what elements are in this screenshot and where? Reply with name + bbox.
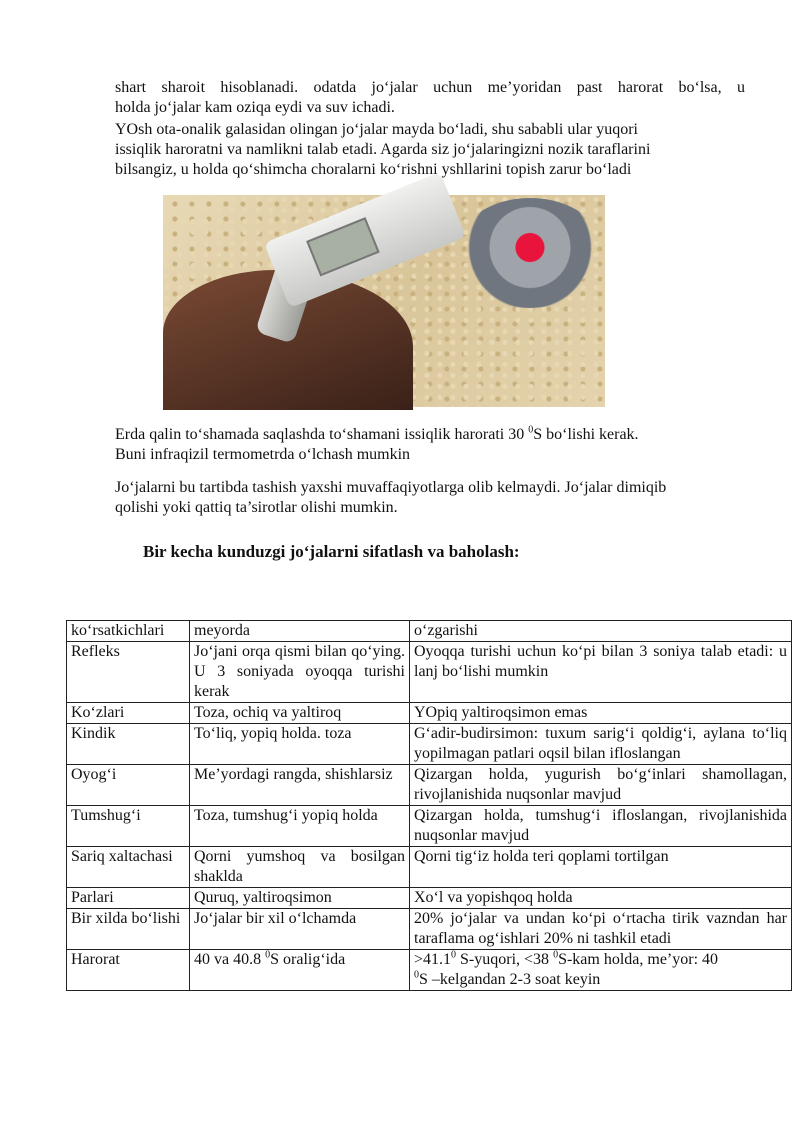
row-normal: Jo‘jalar bir xil o‘lchamda (190, 909, 410, 950)
transport-line-2: qolishi yoki qattiq ta’sirotlar olishi mumkin. (115, 499, 398, 516)
caption-line-2: Buni infraqizil termometrda o‘lchash mumkin (115, 446, 411, 463)
row-normal: Qorni yumshoq va bosilgan shaklda (190, 847, 410, 888)
header-indicator: ko‘rsatkichlari (67, 621, 190, 642)
row-change: Qizargan holda, tumshug‘i ifloslangan, rivojlanishida nuqsonlar mavjud (410, 806, 792, 847)
degree-sup: 0 (528, 424, 534, 436)
table-row (67, 909, 792, 950)
degree-sup: 0 (265, 949, 271, 961)
evaluation-table (66, 620, 792, 991)
row-normal (190, 950, 410, 991)
degree-sup: 0 (414, 969, 419, 981)
row-change: Qorni tig‘iz holda teri qoplami tortilgan (410, 847, 792, 888)
row-change: YOpiq yaltiroqsimon emas (410, 703, 792, 724)
row-change (410, 950, 792, 991)
row-normal: Toza, ochiq va yaltiroq (190, 703, 410, 724)
row-indicator: Ko‘zlari (67, 703, 190, 724)
row-normal: Me’yordagi rangda, shishlarsiz (190, 765, 410, 806)
caption-line-1 (115, 425, 745, 445)
row-indicator: Sariq xaltachasi (67, 847, 190, 888)
row-normal: Quruq, yaltiroqsimon (190, 888, 410, 909)
row-indicator: Bir xilda bo‘lishi (67, 909, 190, 950)
table-row (67, 703, 792, 724)
caption-text-b: S bo‘lishi kerak. (533, 426, 639, 443)
row-indicator: Tumshug‘i (67, 806, 190, 847)
row-normal: Toza, tumshug‘i yopiq holda (190, 806, 410, 847)
temp-normal-b: S oralig‘ida (270, 951, 346, 968)
transport-line-1: Jo‘jalarni bu tartibda tashish yaxshi muvaffaqiyotlarga olib kelmaydi. Jo‘jalar dimiqib (115, 479, 667, 496)
row-normal: To‘liq, yopiq holda. toza (190, 724, 410, 765)
caption-text-a: Erda qalin to‘shamada saqlashda to‘shamani issiqlik harorati 30 (115, 426, 529, 443)
row-change: Xo‘l va yopishqoq holda (410, 888, 792, 909)
table-row (67, 724, 792, 765)
laser-target-spot (455, 198, 605, 308)
temp-change-d: S –kelgandan 2-3 soat keyin (419, 971, 601, 988)
temp-change-b: S-yuqori, <38 (456, 951, 554, 968)
table-row (67, 806, 792, 847)
row-change: G‘adir-budirsimon: tuxum sarig‘i qoldig‘i, aylana to‘liq yopilmagan patlari oqsil bilan ifloslangan (410, 724, 792, 765)
table-row (67, 847, 792, 888)
temp-normal-a: 40 va 40.8 (194, 951, 266, 968)
header-normal: meyorda (190, 621, 410, 642)
table-row (67, 765, 792, 806)
temp-change-c: S-kam holda, me’yor: 40 (558, 951, 719, 968)
table-row (67, 642, 792, 703)
table-header-row (67, 621, 792, 642)
row-indicator: Parlari (67, 888, 190, 909)
thermometer-screen (306, 217, 380, 276)
header-change: o‘zgarishi (410, 621, 792, 642)
row-indicator: Refleks (67, 642, 190, 703)
row-indicator: Kindik (67, 724, 190, 765)
intro-line-1: shart sharoit hisoblanadi. odatda jo‘jalar uchun me’yoridan past harorat bo‘lsa, u (115, 79, 745, 96)
intro-line-3: YOsh ota-onalik galasidan olingan jo‘jalar mayda bo‘ladi, shu sababli ular yuqori (115, 121, 638, 138)
intro-line-2: holda jo‘jalar kam oziqa eydi va suv ichadi. (115, 99, 395, 116)
row-change: Qizargan holda, yugurish bo‘g‘inlari shamollagan, rivojlanishida nuqsonlar mavjud (410, 765, 792, 806)
degree-sup: 0 (553, 949, 559, 961)
row-change: Oyoqqa turishi uchun ko‘pi bilan 3 soniya talab etadi: u lanj bo‘lishi mumkin (410, 642, 792, 703)
row-indicator: Harorat (67, 950, 190, 991)
temp-change-a: >41.1 (414, 951, 452, 968)
table-row-temperature (67, 950, 792, 991)
row-normal: Jo‘jani orqa qismi bilan qo‘ying. U 3 soniyada oyoqqa turishi kerak (190, 642, 410, 703)
section-heading: Bir kecha kunduzgi jo‘jalarni sifatlash va baholash: (143, 542, 520, 561)
table-row (67, 888, 792, 909)
intro-line-5: bilsangiz, u holda qo‘shimcha choralarni ko‘rishni yshllarini topish zarur bo‘ladi (115, 161, 632, 178)
row-indicator: Oyog‘i (67, 765, 190, 806)
intro-line-4: issiqlik haroratni va namlikni talab etadi. Agarda siz jo‘jalaringizni nozik taraflarini (115, 141, 651, 158)
degree-sup: 0 (451, 949, 457, 961)
row-change: 20% jo‘jalar va undan ko‘pi o‘rtacha tirik vazndan har taraflama og‘ishlari 20% ni tashkil etadi (410, 909, 792, 950)
